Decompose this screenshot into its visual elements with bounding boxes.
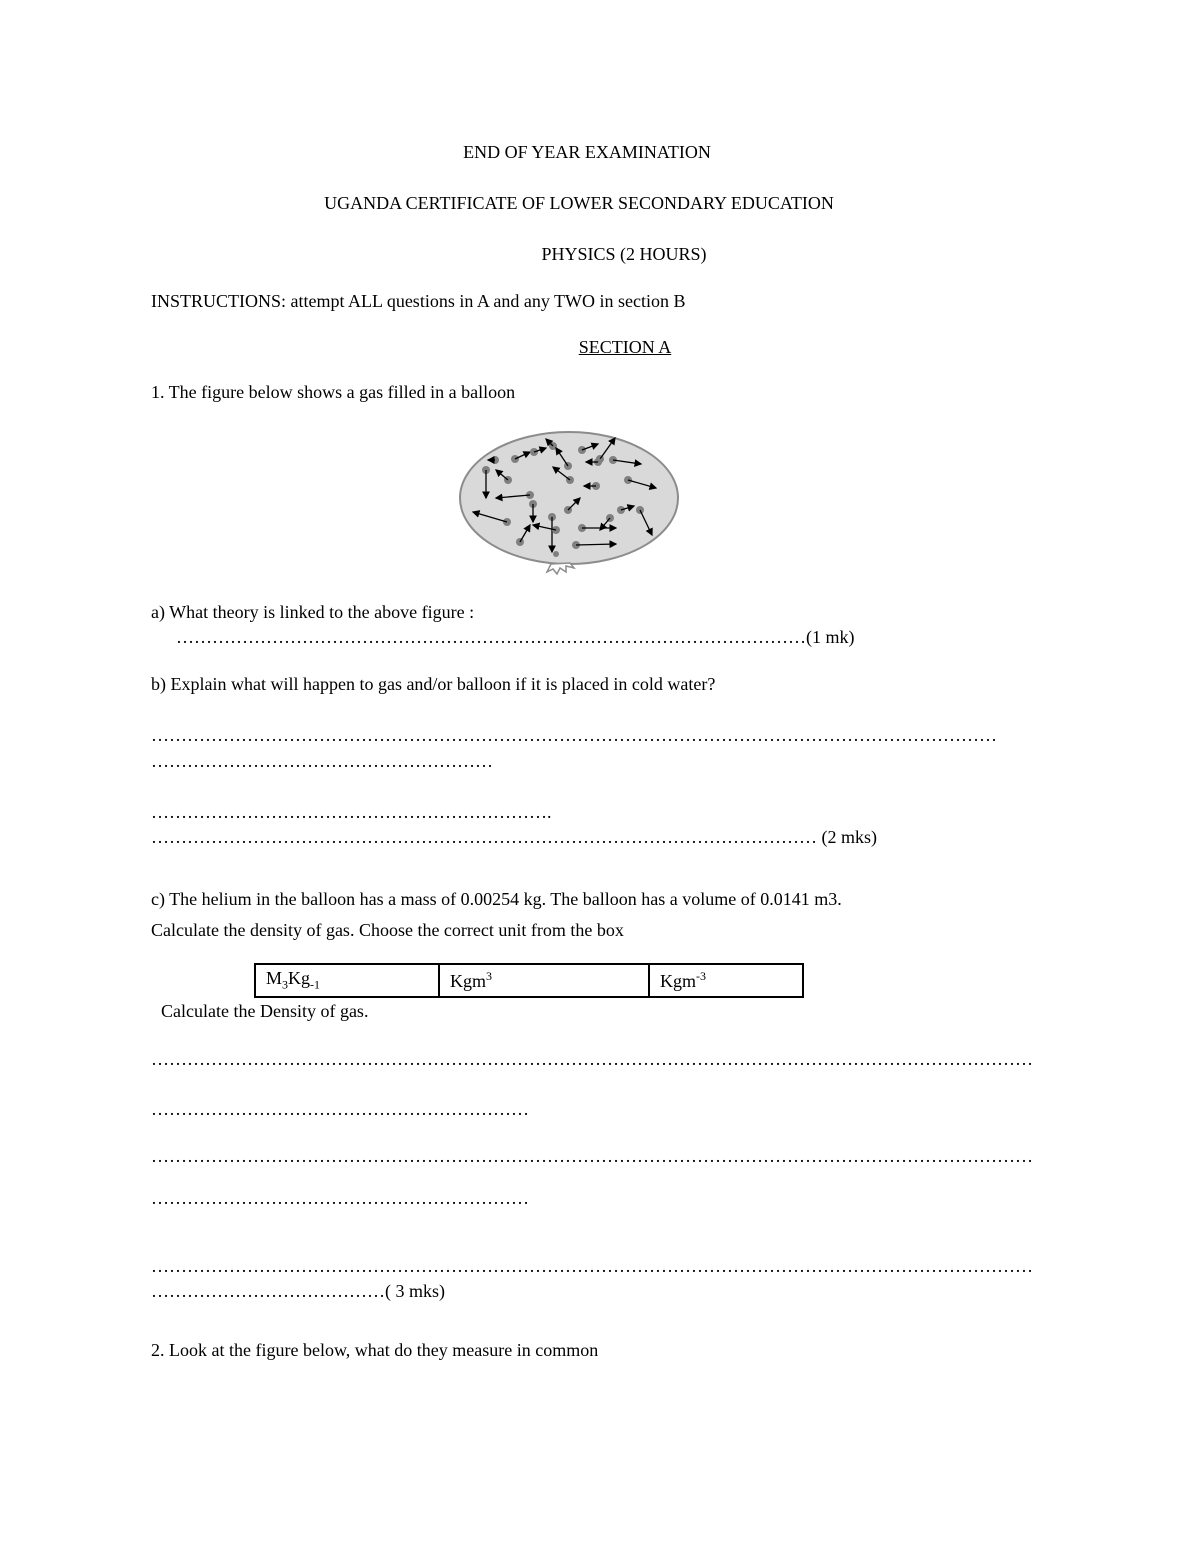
answer-line-1c-4[interactable]: ………………………………………………………: [151, 1188, 529, 1208]
question-1c-line2: Calculate the density of gas. Choose the correct unit from the box: [151, 920, 624, 940]
question-1a: a) What theory is linked to the above figure :: [151, 602, 475, 622]
certificate-title: UGANDA CERTIFICATE OF LOWER SECONDARY EDUCATION: [324, 193, 834, 213]
balloon-gas-figure: [458, 422, 684, 576]
unit-option-1[interactable]: $M_3Kg_{-1}$: [255, 964, 439, 997]
answer-line-1c-3[interactable]: …………………………………………………………………………………………………………………………………: [151, 1146, 1033, 1166]
answer-line-1c-1[interactable]: …………………………………………………………………………………………………………………………………: [151, 1049, 1033, 1069]
answer-line-1c-5[interactable]: …………………………………………………………………………………………………………………………………: [151, 1256, 1033, 1276]
section-a-heading: SECTION A: [578, 337, 672, 357]
question-2-stem: 2. Look at the figure below, what do they measure in common: [151, 1340, 599, 1360]
answer-line-1b-4[interactable]: ………………………………………………………………………………………………… (2 mks): [151, 827, 877, 847]
answer-line-1b-1[interactable]: ……………………………………………………………………………………………………………………………: [151, 725, 997, 745]
answer-line-1a[interactable]: ……………………………………………………………………………………………(1 mk): [176, 627, 855, 647]
instructions: INSTRUCTIONS: attempt ALL questions in A and any TWO in section B: [151, 291, 686, 311]
unit-option-2[interactable]: Kgm$^3$: [439, 964, 649, 997]
exam-title: END OF YEAR EXAMINATION: [463, 142, 711, 162]
balloon-knot: [547, 563, 574, 574]
calc-density-prompt: Calculate the Density of gas.: [161, 1001, 369, 1021]
question-1b: b) Explain what will happen to gas and/or balloon if it is placed in cold water?: [151, 674, 716, 694]
answer-line-1b-2[interactable]: …………………………………………………: [151, 751, 493, 771]
question-1-stem: 1. The figure below shows a gas filled in a balloon: [151, 382, 516, 402]
units-table: [254, 963, 804, 998]
answer-line-1c-2[interactable]: ………………………………………………………: [151, 1099, 529, 1119]
balloon-body: [460, 432, 678, 564]
subject-title: PHYSICS (2 HOURS): [541, 244, 707, 264]
question-1c-line1: c) The helium in the balloon has a mass of 0.00254 kg. The balloon has a volume of 0.0141 m3.: [151, 889, 842, 909]
answer-line-1b-3[interactable]: ………………………………………………………….: [151, 802, 552, 822]
answer-line-1c-6[interactable]: …………………………………( 3 mks): [151, 1281, 445, 1301]
unit-option-3[interactable]: Kgm$^{-3}$: [649, 964, 803, 997]
